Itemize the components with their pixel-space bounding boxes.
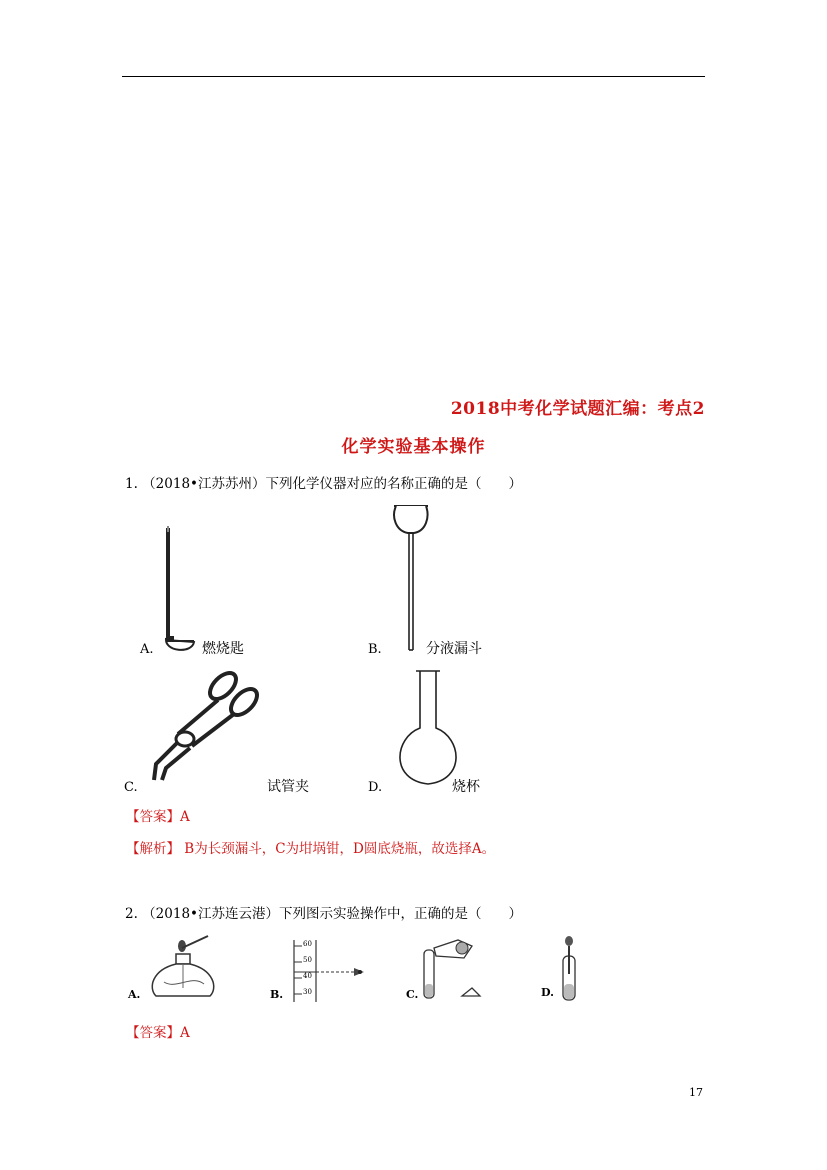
- cylinder-tick-60: 60: [303, 940, 312, 948]
- q2-option-b-letter: B.: [270, 988, 284, 1001]
- question-1-stem: 1. （2018•江苏苏州）下列化学仪器对应的名称正确的是（ ）: [125, 476, 522, 492]
- q2-answer: 【答案】A: [126, 1025, 190, 1041]
- graduated-cylinder-icon: [286, 938, 376, 1006]
- page-number: 17: [689, 1086, 703, 1099]
- alcohol-lamp-icon: [142, 934, 217, 1004]
- q1-option-b-letter: B.: [368, 642, 382, 657]
- q1-answer: 【答案】A: [126, 809, 190, 825]
- q1-option-b-name: 分液漏斗: [426, 641, 482, 657]
- q2-option-c-letter: C.: [406, 988, 419, 1001]
- document-title: 2018中考化学试题汇编：考点2: [450, 399, 705, 419]
- pouring-liquid-icon: [418, 936, 486, 1004]
- q1-option-d-letter: D.: [368, 780, 383, 795]
- document-subtitle: 化学实验基本操作: [341, 437, 486, 457]
- q1-option-c-letter: C.: [124, 780, 138, 795]
- q1-option-a-letter: A.: [140, 642, 154, 657]
- deflagrating-spoon-icon: [150, 520, 210, 660]
- q1-analysis: 【解析】 B为长颈漏斗，C为坩埚钳，D圆底烧瓶，故选择A。: [126, 841, 496, 857]
- dropper-test-tube-icon: [558, 934, 588, 1004]
- crucible-tongs-icon: [148, 672, 268, 787]
- q1-option-d-name: 烧杯: [452, 779, 480, 795]
- long-neck-funnel-icon: [388, 503, 438, 658]
- q1-option-c-name: 试管夹: [267, 779, 309, 795]
- q2-option-d-letter: D.: [541, 986, 554, 999]
- question-2-stem: 2. （2018•江苏连云港）下列图示实验操作中，正确的是（ ）: [125, 906, 522, 922]
- cylinder-tick-40: 40: [303, 972, 312, 980]
- header-rule: [122, 76, 705, 77]
- cylinder-tick-50: 50: [303, 956, 312, 964]
- q2-option-a-letter: A.: [128, 988, 141, 1001]
- round-bottom-flask-icon: [390, 668, 470, 790]
- cylinder-tick-30: 30: [303, 988, 312, 996]
- q1-option-a-name: 燃烧匙: [202, 641, 244, 657]
